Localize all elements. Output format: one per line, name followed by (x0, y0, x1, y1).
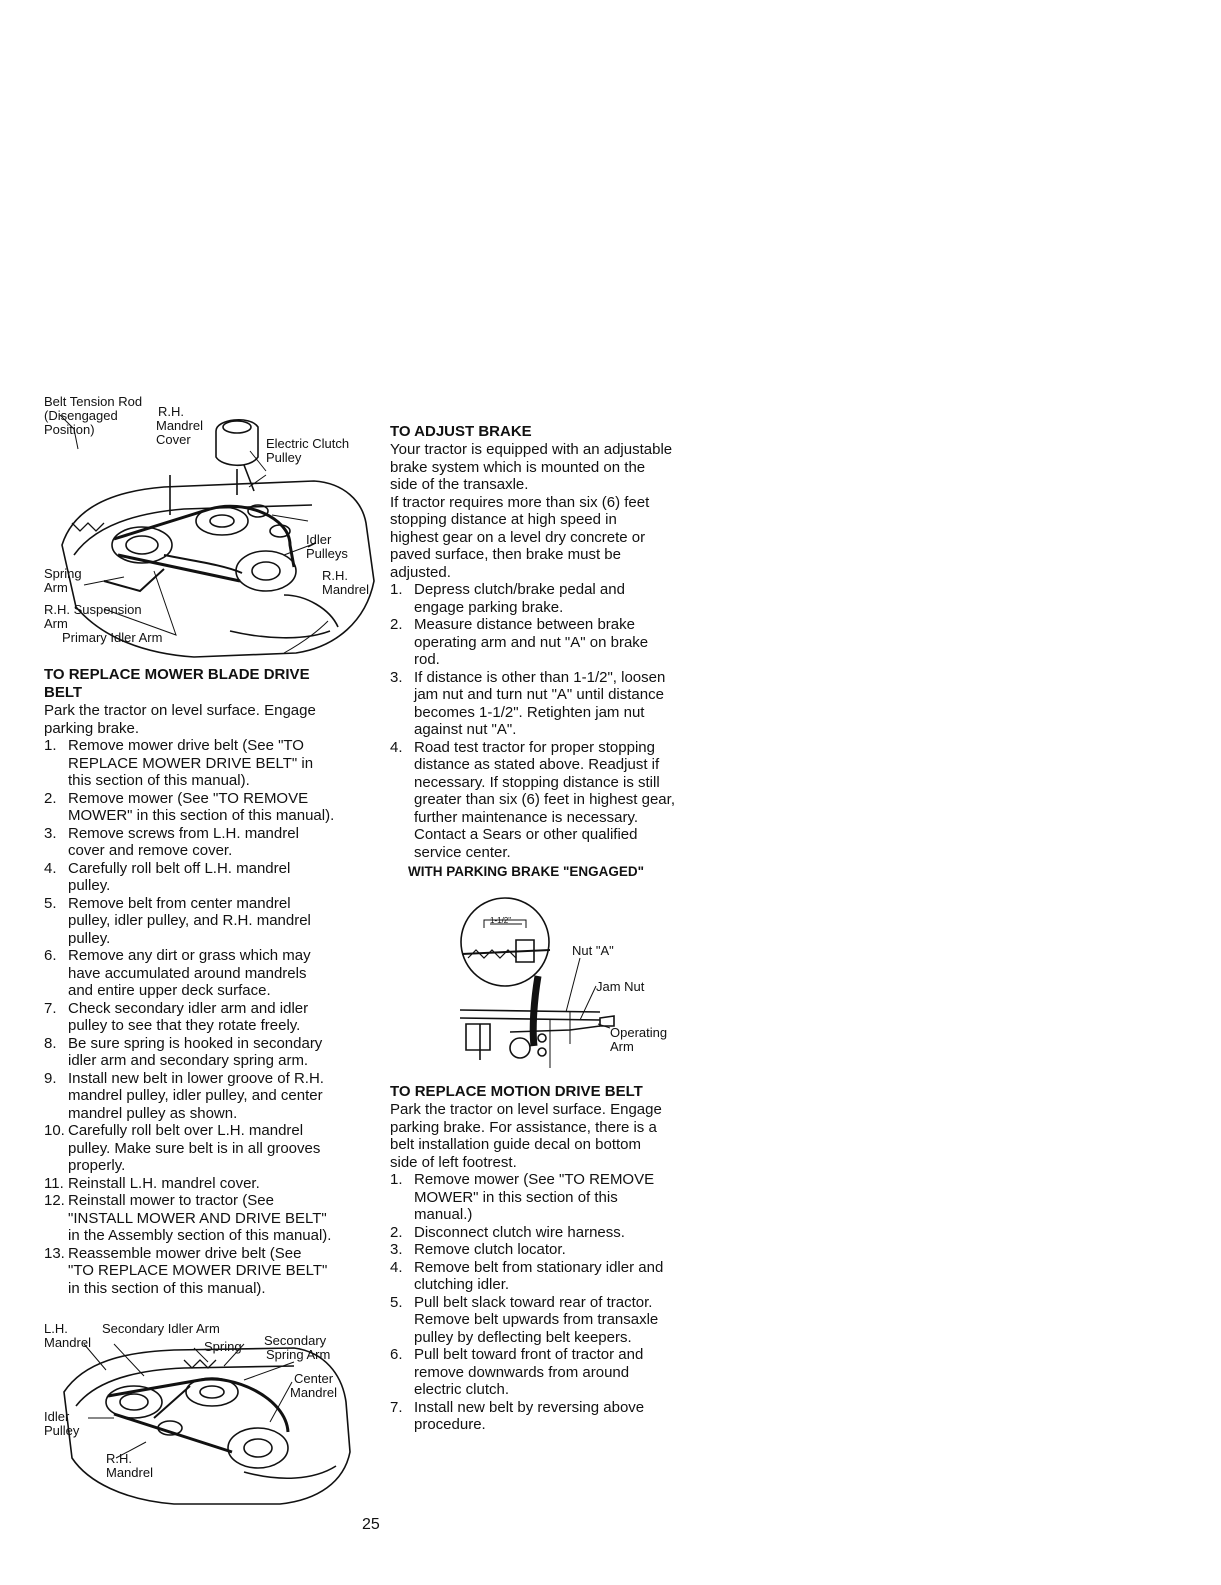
text-line: belt installation guide decal on bottom (390, 1136, 642, 1153)
label-electric-clutch: Electric Clutch (266, 436, 350, 451)
label-spring-arm: Spring Arm (266, 1347, 331, 1362)
brake-steps (390, 581, 720, 861)
motion-intro (390, 1101, 720, 1171)
step-line: electric clutch. (414, 1381, 510, 1398)
step-line: operating arm and nut "A" on brake (414, 633, 649, 651)
step-line: idler arm and secondary spring arm. (68, 1052, 309, 1069)
label-jam-nut: Jam Nut (596, 979, 645, 994)
step-number: 2. (390, 616, 403, 633)
step-line: Reassemble mower drive belt (See (68, 1244, 302, 1262)
label-center-mandrel: Mandrel (290, 1385, 337, 1400)
step-number: 13. (44, 1244, 65, 1262)
step-number: 5. (390, 1293, 403, 1311)
step-item (44, 947, 374, 1000)
step-item (44, 1122, 374, 1175)
label-rh-mandrel-cover-3: Cover (156, 432, 191, 447)
heading-replace-blade-belt-1: TO REPLACE MOWER BLADE DRIVE (44, 666, 310, 683)
step-line: procedure. (414, 1416, 486, 1433)
motion-steps (390, 1171, 720, 1434)
step-number: 4. (44, 859, 57, 877)
text-line: paved surface, then brake must be (390, 546, 621, 563)
label-rh: R.H. (322, 568, 348, 583)
step-line: pulley. (68, 929, 111, 947)
text-line: Park the tractor on level surface. Engage (390, 1101, 662, 1118)
step-item (44, 1245, 374, 1298)
step-line: mandrel pulley, idler pulley, and center (68, 1087, 323, 1104)
step-line: and entire upper deck surface. (68, 982, 271, 999)
label-center: Center (294, 1371, 334, 1386)
step-line: MOWER" in this section of this manual). (68, 807, 335, 824)
heading-replace-blade-belt-2: BELT (44, 684, 83, 701)
step-line: If distance is other than 1-1/2", loosen (414, 668, 666, 686)
text-line: highest gear on a level dry concrete or (390, 528, 646, 546)
brake-figure (450, 900, 700, 1068)
label-idler: Idler (44, 1409, 70, 1424)
section-replace-blade-belt (44, 666, 374, 1297)
label-idler-pulley: Pulley (44, 1423, 80, 1438)
step-item (390, 1171, 720, 1224)
label-rh-mandrel-cover-2: Mandrel (156, 418, 203, 433)
step-number: 9. (44, 1069, 57, 1087)
text-line: Your tractor is equipped with an adjustable (390, 441, 673, 458)
mower-deck-figure-top (44, 395, 374, 657)
label-lh: L.H. (44, 1321, 68, 1336)
step-line: pulley to see that they rotate freely. (68, 1017, 301, 1034)
step-number: 4. (390, 1258, 403, 1276)
label-disengaged: (Disengaged (44, 408, 118, 423)
step-line: Pull belt slack toward rear of tractor. (414, 1293, 653, 1311)
step-number: 2. (390, 1223, 403, 1241)
step-line: pulley. Make sure belt is in all grooves (68, 1139, 321, 1157)
step-line: Install new belt by reversing above (414, 1398, 645, 1416)
label-idler: Idler (306, 532, 332, 547)
label-lh-mandrel: Mandrel (44, 1335, 91, 1350)
step-line: in this section of this manual). (68, 1279, 266, 1297)
step-line: Disconnect clutch wire harness. (414, 1223, 625, 1241)
brake-intro (390, 441, 720, 494)
step-number: 3. (390, 668, 403, 686)
label-rh-mandrel: Mandrel (106, 1465, 153, 1480)
step-item (44, 1035, 374, 1070)
step-line: Check secondary idler arm and idler (68, 999, 309, 1017)
step-line: Remove clutch locator. (414, 1241, 566, 1258)
step-item (390, 581, 720, 616)
label-rh-mandrel-cover-1: R.H. (158, 404, 184, 419)
step-line: Remove screws from L.H. mandrel (68, 824, 299, 842)
step-number: 6. (44, 947, 57, 964)
text-line: parking brake. For assistance, there is a (390, 1118, 657, 1136)
step-line: Remove mower (See "TO REMOVE (68, 789, 309, 807)
step-item (44, 790, 374, 825)
step-number: 7. (390, 1398, 403, 1416)
blade-belt-steps (44, 737, 374, 1297)
step-line: jam nut and turn nut "A" until distance (414, 686, 664, 703)
step-line: Be sure spring is hooked in secondary (68, 1034, 323, 1052)
step-line: against nut "A". (414, 721, 517, 738)
step-item (390, 669, 720, 739)
step-number: 1. (44, 737, 57, 754)
step-item (390, 1399, 720, 1434)
label-spring: Spring (44, 566, 82, 581)
step-number: 3. (44, 824, 57, 842)
step-line: MOWER" in this section of this (414, 1188, 618, 1206)
intro-line-2: parking brake. (44, 719, 140, 737)
step-item (390, 1294, 720, 1347)
step-line: have accumulated around mandrels (68, 964, 307, 982)
label-dimension: 1-1/2" (490, 916, 512, 925)
step-line: properly. (68, 1157, 126, 1174)
step-item (390, 1346, 720, 1399)
step-line: "INSTALL MOWER AND DRIVE BELT" (68, 1209, 327, 1227)
label-operating: Operating (610, 1025, 668, 1040)
step-line: Carefully roll belt over L.H. mandrel (68, 1122, 304, 1139)
step-line: Carefully roll belt off L.H. mandrel (68, 859, 291, 877)
step-line: Depress clutch/brake pedal and (414, 581, 625, 598)
label-spring-arm: Arm (44, 580, 68, 595)
step-line: greater than six (6) feet in highest gear, (414, 791, 675, 808)
label-operating-arm: Arm (610, 1039, 634, 1054)
step-number: 7. (44, 999, 57, 1017)
step-line: Remove mower drive belt (See "TO (68, 737, 304, 754)
step-line: Contact a Sears or other qualified (414, 826, 638, 843)
step-number: 8. (44, 1034, 57, 1052)
step-number: 4. (390, 738, 403, 756)
step-item (44, 1070, 374, 1123)
step-item (390, 1224, 720, 1242)
step-item (44, 895, 374, 948)
label-rh-suspension: R.H. Suspension (44, 602, 142, 617)
label-secondary-idler-arm: Secondary Idler Arm (102, 1321, 220, 1336)
step-line: clutching idler. (414, 1276, 510, 1293)
step-item (390, 739, 720, 862)
section-replace-motion-belt (390, 1083, 720, 1434)
step-item (44, 737, 374, 790)
step-line: rod. (414, 651, 440, 668)
step-item (44, 860, 374, 895)
step-line: mandrel pulley as shown. (68, 1104, 238, 1122)
brake-figure-caption: WITH PARKING BRAKE "ENGAGED" (408, 864, 645, 879)
label-primary-idler-arm: Primary Idler Arm (62, 630, 163, 645)
label-idler-pulleys: Pulleys (306, 546, 348, 561)
step-line: distance as stated above. Readjust if (414, 756, 660, 773)
step-line: engage parking brake. (414, 598, 564, 616)
step-line: manual.) (414, 1206, 473, 1223)
step-line: Remove mower (See "TO REMOVE (414, 1171, 655, 1188)
step-line: Remove any dirt or grass which may (68, 947, 311, 964)
label-spring: Spring (204, 1339, 242, 1354)
label-position: Position) (44, 422, 95, 437)
label-nut-a: Nut "A" (572, 943, 614, 958)
label-rh-suspension-arm: Arm (44, 616, 68, 631)
step-line: pulley, idler pulley, and R.H. mandrel (68, 912, 311, 929)
step-line: necessary. If stopping distance is still (414, 773, 660, 791)
step-item (390, 1259, 720, 1294)
step-line: in the Assembly section of this manual). (68, 1227, 332, 1244)
text-line: brake system which is mounted on the (390, 458, 646, 476)
step-number: 1. (390, 581, 403, 598)
step-line: becomes 1-1/2". Retighten jam nut (414, 703, 645, 721)
step-line: this section of this manual). (68, 772, 250, 789)
mower-deck-figure-bottom (44, 1322, 354, 1504)
step-item (44, 1175, 374, 1193)
step-line: Remove belt upwards from transaxle (414, 1311, 659, 1328)
step-line: pulley by deflecting belt keepers. (414, 1328, 632, 1346)
section-adjust-brake (390, 423, 720, 881)
text-line: side of left footrest. (390, 1153, 517, 1171)
step-line: cover and remove cover. (68, 842, 233, 859)
label-electric-clutch-pulley: Pulley (266, 450, 302, 465)
heading-adjust-brake: TO ADJUST BRAKE (390, 423, 532, 440)
step-number: 3. (390, 1241, 403, 1258)
step-item (44, 1192, 374, 1245)
text-line: stopping distance at high speed in (390, 511, 617, 528)
step-number: 12. (44, 1192, 65, 1209)
label-secondary: Secondary (264, 1333, 327, 1348)
label-rh-mandrel: Mandrel (322, 582, 369, 597)
step-line: Measure distance between brake (414, 616, 635, 633)
step-line: Reinstall L.H. mandrel cover. (68, 1174, 260, 1192)
text-line: side of the transaxle. (390, 476, 529, 493)
label-rh: R.H. (106, 1451, 132, 1466)
step-line: pulley. (68, 877, 111, 894)
step-line: "TO REPLACE MOWER DRIVE BELT" (68, 1262, 328, 1279)
step-item (44, 825, 374, 860)
step-number: 2. (44, 789, 57, 807)
intro-line-1: Park the tractor on level surface. Engage (44, 702, 316, 719)
brake-paragraph (390, 494, 720, 582)
step-line: Road test tractor for proper stopping (414, 738, 655, 756)
step-line: service center. (414, 843, 511, 861)
step-line: Install new belt in lower groove of R.H. (68, 1069, 324, 1087)
step-line: REPLACE MOWER DRIVE BELT" in (68, 754, 314, 772)
step-number: 6. (390, 1346, 403, 1363)
text-line: adjusted. (390, 563, 451, 581)
step-line: further maintenance is necessary. (414, 808, 638, 826)
page-number: 25 (362, 1516, 380, 1533)
step-item (390, 616, 720, 669)
step-line: Remove belt from stationary idler and (414, 1258, 664, 1276)
step-line: Reinstall mower to tractor (See (68, 1192, 274, 1209)
step-line: Remove belt from center mandrel (68, 894, 291, 912)
label-belt-tension-rod: Belt Tension Rod (44, 394, 143, 409)
step-number: 5. (44, 894, 57, 912)
step-line: remove downwards from around (414, 1363, 630, 1381)
step-number: 11. (44, 1174, 64, 1192)
step-item (390, 1241, 720, 1259)
step-number: 10. (44, 1122, 65, 1139)
step-line: Pull belt toward front of tractor and (414, 1346, 644, 1363)
step-item (44, 1000, 374, 1035)
brake-drawing (450, 900, 700, 1068)
text-line: If tractor requires more than six (6) feet (390, 493, 650, 511)
heading-replace-motion-belt: TO REPLACE MOTION DRIVE BELT (390, 1083, 643, 1100)
step-number: 1. (390, 1171, 403, 1188)
